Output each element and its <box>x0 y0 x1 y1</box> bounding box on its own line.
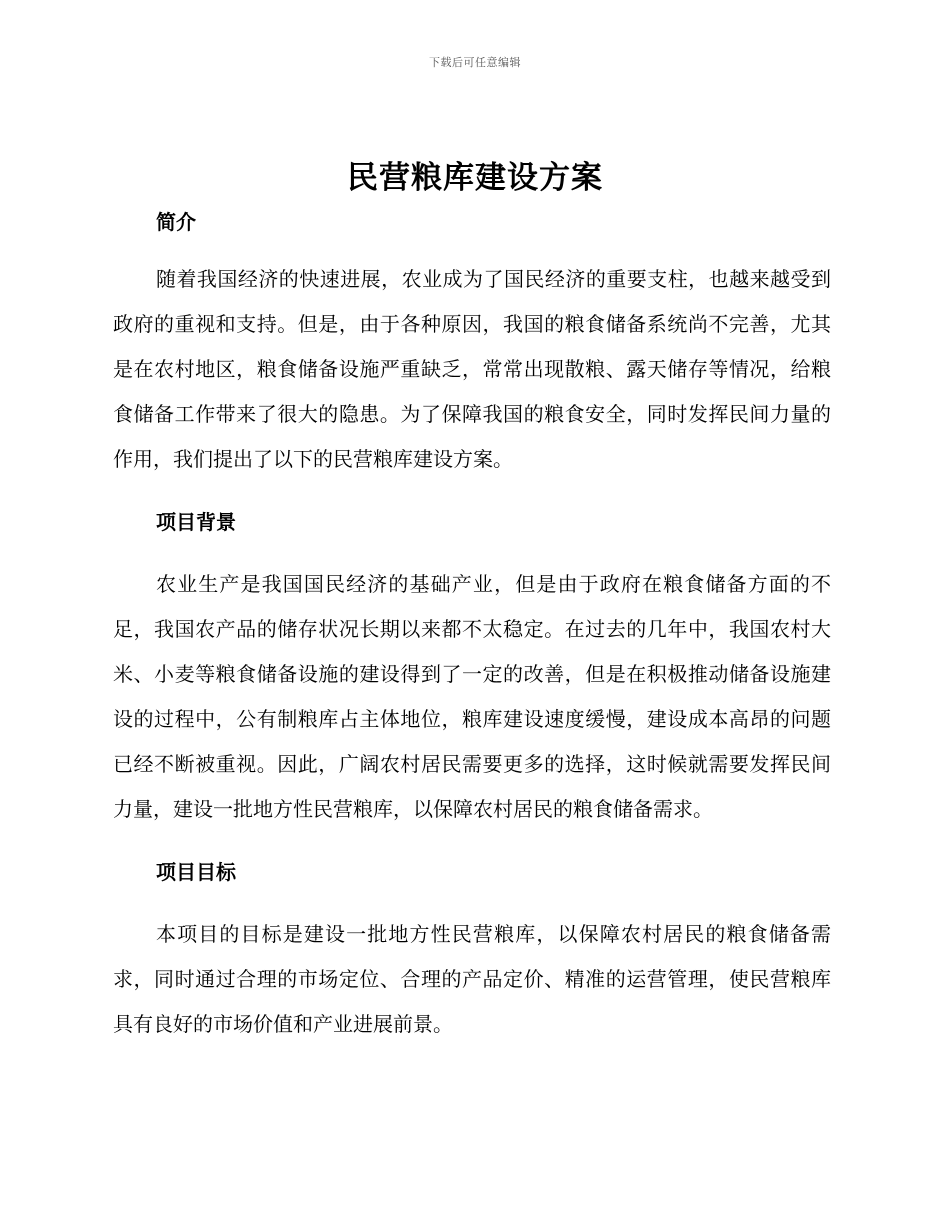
section-paragraph-goals: 本项目的目标是建设一批地方性民营粮库，以保障农村居民的粮食储备需求，同时通过合理的市场定位、合理的产品定价、精准的运营管理，使民营粮库具有良好的市场价值和产业进展前景。 <box>113 922 831 1036</box>
section-heading-background: 项目背景 <box>156 510 236 534</box>
document-body <box>113 204 831 1047</box>
document-title: 民营粮库建设方案 <box>347 160 603 196</box>
section-heading-intro: 简介 <box>156 210 196 234</box>
section-heading-goals: 项目目标 <box>156 860 236 884</box>
section-paragraph-intro: 随着我国经济的快速进展，农业成为了国民经济的重要支柱，也越来越受到政府的重视和支持。但是，由于各种原因，我国的粮食储备系统尚不完善，尤其是在农村地区，粮食储备设施严重缺乏，常常出现散粮、露天储存等情况，给粮食储备工作带来了很大的隐患。为了保障我国的粮食安全，同时发挥民间力量的作用，我们提出了以下的民营粮库建设方案。 <box>113 267 831 471</box>
section-paragraph-background: 农业生产是我国国民经济的基础产业，但是由于政府在粮食储备方面的不足，我国农产品的储存状况长期以来都不太稳定。在过去的几年中，我国农村大米、小麦等粮食储备设施的建设得到了一定的改善，但是在积极推动储备设施建设的过程中，公有制粮库占主体地位，粮库建设速度缓慢，建设成本高昂的问题已经不断被重视。因此，广阔农村居民需要更多的选择，这时候就需要发挥民间力量，建设一批地方性民营粮库，以保障农村居民的粮食储备需求。 <box>113 572 831 821</box>
header-note: 下载后可任意编辑 <box>429 56 521 69</box>
